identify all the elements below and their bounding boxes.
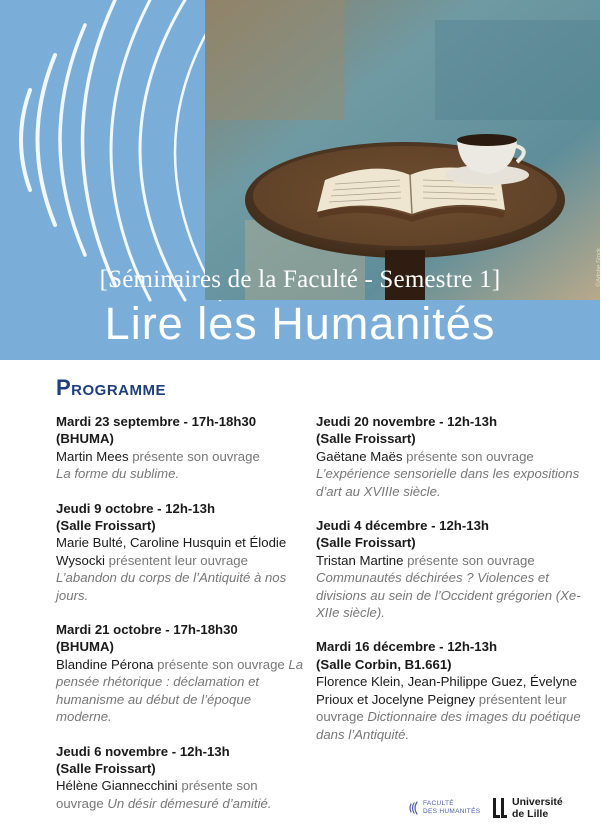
event-description — [316, 552, 586, 622]
presentation-verb: présente son ouvrage — [153, 656, 289, 672]
presentation-verb: présente son ouvrage — [402, 448, 534, 464]
book-title: La forme du sublime. — [56, 466, 180, 482]
event-location: (Salle Froissart) — [316, 535, 416, 551]
book-and-coffee-painting — [205, 0, 600, 300]
presenter-names: Hélène Giannecchini — [56, 778, 178, 794]
presentation-verb: présente son ouvrage — [403, 552, 535, 568]
event-entry — [316, 638, 586, 742]
event-entry — [56, 500, 306, 604]
event-location: (Salle Froissart) — [316, 431, 416, 447]
programme-heading: Programme — [56, 375, 167, 400]
presentation-verb: présentent leur ouvrage — [316, 691, 567, 725]
image-credit: ©Adobe Stock — [596, 248, 602, 287]
event-location: (Salle Froissart) — [56, 760, 156, 776]
header-banner — [0, 0, 600, 360]
event-date-time: Jeudi 6 novembre - 12h-13h — [56, 743, 230, 759]
book-title: Dictionnaire des images du poétique dans l’Antiquité. — [316, 709, 581, 742]
book-title: L’abandon du corps de l’Antiquité à nos jours. — [56, 570, 287, 603]
event-entry — [316, 517, 586, 621]
event-location: (Salle Froissart) — [56, 518, 156, 534]
programme-column-left — [56, 413, 306, 829]
book-title: Un désir démesuré d’amitié. — [107, 795, 272, 811]
event-entry — [316, 413, 586, 500]
presenter-names: Gaëtane Maës — [316, 448, 403, 464]
event-date-time: Jeudi 9 octobre - 12h-13h — [56, 500, 216, 516]
event-entry — [56, 621, 306, 725]
event-date-time: Mardi 21 octobre - 17h-18h30 — [56, 622, 238, 638]
presenter-names: Tristan Martine — [316, 552, 404, 568]
presentation-verb: présente son ouvrage — [128, 448, 260, 464]
presenter-names: Martin Mees — [56, 448, 129, 464]
event-date-time: Jeudi 20 novembre - 12h-13h — [316, 414, 498, 429]
event-description — [316, 448, 586, 500]
presentation-verb: présentent leur ouvrage — [104, 552, 248, 568]
universite-de-lille-logo — [492, 796, 572, 822]
event-entry — [56, 413, 306, 483]
event-description — [56, 448, 306, 483]
event-entry — [56, 743, 306, 813]
university-logo-line1: Université — [512, 796, 563, 808]
sound-waves-graphic — [0, 0, 240, 300]
event-description — [56, 777, 306, 812]
event-description — [316, 673, 586, 743]
faculty-humanities-logo — [407, 798, 481, 820]
seminar-series-label: [Séminaires de la Faculté - Semestre 1] — [99, 266, 501, 293]
faculty-logo-line2: DES HUMANITÉS — [423, 808, 481, 815]
event-date-time: Mardi 23 septembre - 17h-18h30 — [56, 414, 257, 429]
page-title: Lire les Humanités — [104, 298, 496, 349]
programme-column-right — [316, 413, 586, 760]
presentation-verb: présente son ouvrage — [56, 778, 258, 811]
event-location: (BHUMA) — [56, 639, 114, 655]
event-description — [56, 656, 306, 726]
event-date-time: Mardi 16 décembre - 12h-13h — [316, 639, 498, 655]
university-logo-line2: de Lille — [512, 807, 549, 820]
presenter-names: Marie Bulté, Caroline Husquin et Élodie Wysocki — [56, 535, 287, 568]
faculty-mark-icon — [407, 800, 423, 816]
presenter-names: Florence Klein, Jean-Philippe Guez, Évelyne Prioux et Jocelyne Peigney — [316, 674, 577, 707]
event-location: (BHUMA) — [56, 431, 114, 447]
book-title: La pensée rhétorique : déclamation et humanisme au début de l’époque moderne. — [56, 656, 304, 725]
presenter-names: Blandine Pérona — [56, 656, 154, 672]
event-location: (Salle Corbin, B1.661) — [316, 656, 452, 672]
book-title: L’expérience sensorielle dans les expositions d’art au XVIIIe siècle. — [316, 466, 580, 499]
event-description — [56, 534, 306, 604]
faculty-logo-line1: FACULTÉ — [423, 800, 454, 807]
event-date-time: Jeudi 4 décembre - 12h-13h — [316, 518, 489, 534]
book-title: Communautés déchirées ? Violences et divisions au sein de l’Occident grégorien (Xe-XIIe siècle). — [316, 570, 581, 621]
university-mark-icon — [492, 797, 508, 819]
